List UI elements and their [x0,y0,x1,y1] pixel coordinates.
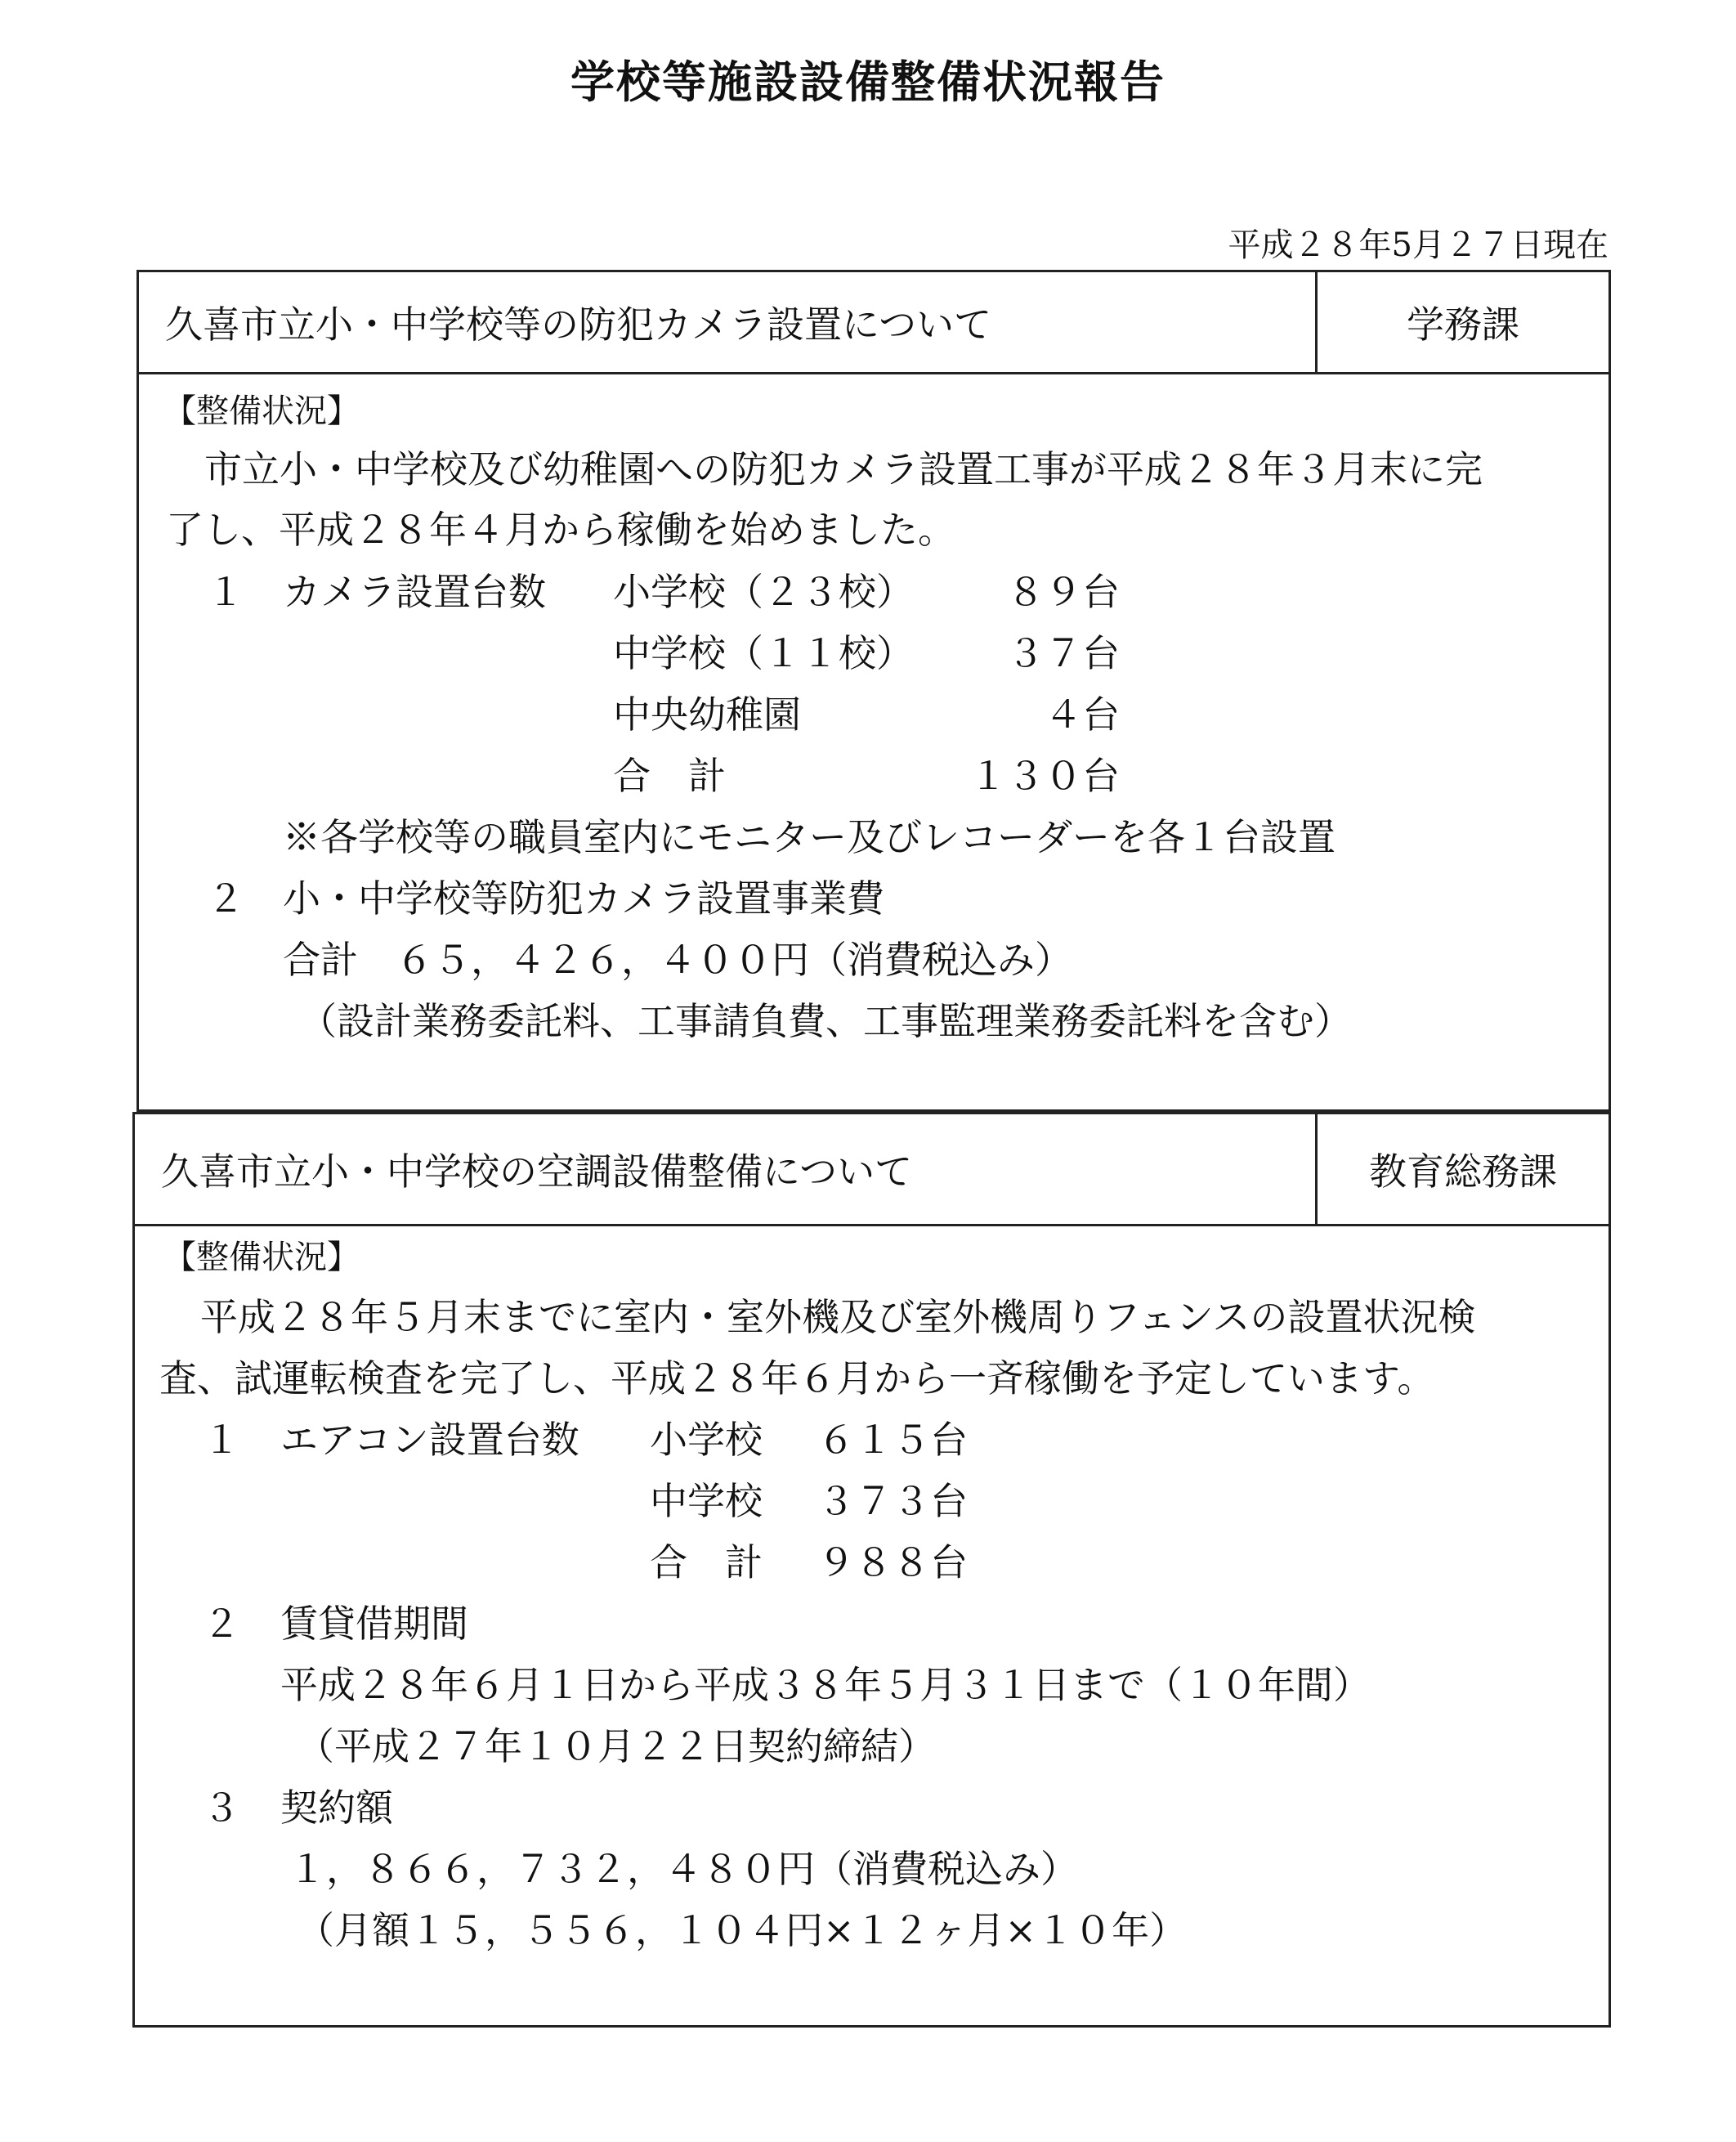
detail-line: （月額１５，５５６，１０４円×１２ヶ月×１０年） [297,1908,1188,1952]
amount-line: 合計 ６５，４２６，４００円（消費税込み） [283,938,1072,982]
contract-line: （平成２７年１０月２２日契約締結） [297,1724,936,1768]
row-name: 中央幼稚園 [613,692,801,737]
amount-line: １，８６６，７３２，４８０円（消費税込み） [289,1847,1078,1891]
item-number: １ [207,570,244,614]
item-number: １ [203,1418,240,1462]
row-count: ９８８台 [817,1540,968,1584]
row-name: 小学校（２３校） [613,570,914,614]
row-count: ８９台 [1007,570,1120,614]
item-label: 賃貸借期間 [280,1602,468,1646]
description-line: 平成２８年５月末までに室内・室外機及び室外機周りフェンスの設置状況検 [200,1295,1476,1339]
item-label: 小・中学校等防犯カメラ設置事業費 [283,876,884,921]
row-count: ３７３台 [817,1479,968,1523]
row-name: 合 計 [650,1540,763,1584]
description-line: 市立小・中学校及び幼稚園への防犯カメラ設置工事が平成２８年３月末に完 [204,447,1483,491]
section-subject: 久喜市立小・中学校等の防犯カメラ設置について [165,302,992,347]
row-count: ４台 [1045,692,1120,737]
section-department: 教育総務課 [1315,1114,1608,1224]
report-date: 平成２８年5月２７日現在 [1228,226,1608,264]
section-security-cameras [136,270,1611,1112]
item-label: カメラ設置台数 [283,570,546,614]
row-name: 合 計 [613,754,726,798]
row-name: 小学校 [650,1418,763,1462]
row-count: ３７台 [1007,631,1120,675]
note-line: ※各学校等の職員室内にモニター及びレコーダーを各１台設置 [283,815,1336,859]
section-air-conditioning [132,1112,1611,2028]
row-name: 中学校（１１校） [613,631,914,675]
section-subject: 久喜市立小・中学校の空調設備整備について [161,1149,913,1194]
description-line: 査、試運転検査を完了し、平成２８年６月から一斉稼働を予定しています。 [159,1356,1435,1400]
section-header [135,1114,1608,1226]
row-count: ６１５台 [817,1418,968,1462]
item-number: ２ [207,876,244,921]
item-label: 契約額 [280,1786,393,1830]
section-header [139,272,1608,374]
document-title: 学校等施設設備整備状況報告 [570,56,1166,108]
item-number: ２ [203,1602,240,1646]
item-number: ３ [203,1786,240,1830]
status-heading: 【整備状況】 [163,392,360,430]
item-label: エアコン設置台数 [280,1418,579,1462]
description-line: 了し、平成２８年４月から稼働を始めました。 [166,508,955,552]
status-heading: 【整備状況】 [163,1239,360,1276]
row-count: １３０台 [969,754,1120,798]
section-department: 学務課 [1315,272,1608,372]
row-name: 中学校 [650,1479,763,1523]
detail-line: （設計業務委託料、工事請負費、工事監理業務委託料を含む） [299,999,1352,1043]
period-line: 平成２８年６月１日から平成３８年５月３１日まで（１０年間） [280,1663,1371,1707]
